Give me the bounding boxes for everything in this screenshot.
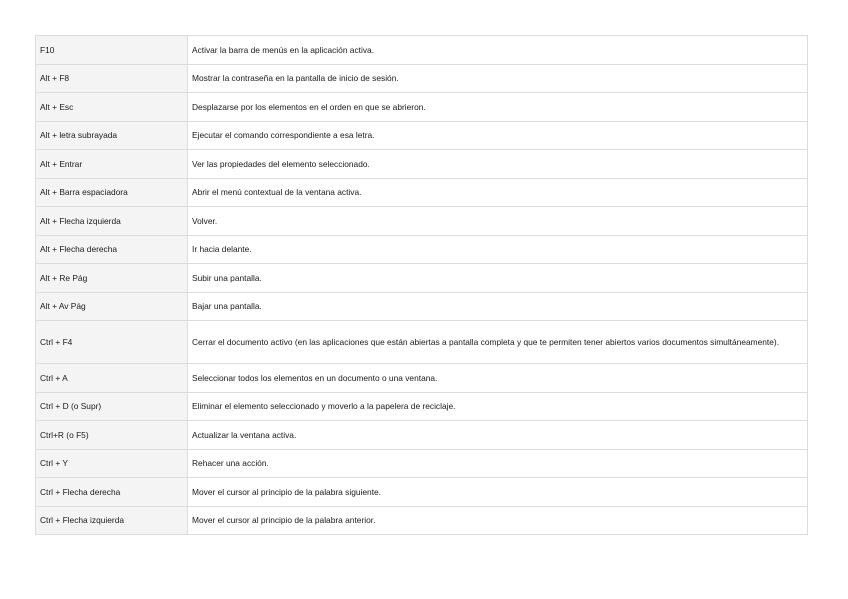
shortcut-description-cell: Mostrar la contraseña en la pantalla de inicio de sesión. [188,64,808,93]
shortcut-key-cell: Alt + letra subrayada [36,121,188,150]
table-row [36,364,808,393]
shortcut-description-cell: Activar la barra de menús en la aplicación activa. [188,36,808,65]
table-row [36,64,808,93]
table-row [36,321,808,364]
shortcut-description-cell: Mover el cursor al principio de la palabra siguiente. [188,478,808,507]
shortcut-description-cell: Ejecutar el comando correspondiente a esa letra. [188,121,808,150]
shortcut-key-cell: Ctrl + D (o Supr) [36,392,188,421]
shortcut-key-cell: Alt + Re Pág [36,264,188,293]
table-row [36,235,808,264]
table-row [36,506,808,535]
table-row [36,121,808,150]
table-row [36,292,808,321]
table-row [36,36,808,65]
shortcut-key-cell: Ctrl + Flecha izquierda [36,506,188,535]
shortcut-key-cell: Alt + Av Pág [36,292,188,321]
shortcut-description-cell: Mover el cursor al principio de la palabra anterior. [188,506,808,535]
shortcut-key-cell: Alt + Entrar [36,150,188,179]
shortcut-key-cell: Ctrl + Flecha derecha [36,478,188,507]
shortcut-key-cell: Ctrl + A [36,364,188,393]
shortcut-description-cell: Subir una pantalla. [188,264,808,293]
shortcut-description-cell: Eliminar el elemento seleccionado y moverlo a la papelera de reciclaje. [188,392,808,421]
shortcut-key-cell: Alt + F8 [36,64,188,93]
shortcut-description-cell: Abrir el menú contextual de la ventana activa. [188,178,808,207]
shortcut-key-cell: Ctrl + Y [36,449,188,478]
table-row [36,150,808,179]
shortcut-key-cell: Alt + Barra espaciadora [36,178,188,207]
table-row [36,449,808,478]
shortcut-description-cell: Seleccionar todos los elementos en un documento o una ventana. [188,364,808,393]
shortcut-key-cell: Alt + Flecha derecha [36,235,188,264]
shortcut-key-cell: Alt + Esc [36,93,188,122]
shortcut-description-cell: Actualizar la ventana activa. [188,421,808,450]
shortcut-key-cell: Ctrl+R (o F5) [36,421,188,450]
table-row [36,93,808,122]
table-row [36,178,808,207]
shortcut-description-cell: Volver. [188,207,808,236]
shortcut-description-cell: Bajar una pantalla. [188,292,808,321]
shortcut-description-cell: Ver las propiedades del elemento seleccionado. [188,150,808,179]
table-row [36,264,808,293]
table-row [36,478,808,507]
shortcut-description-cell: Desplazarse por los elementos en el orden en que se abrieron. [188,93,808,122]
table-row [36,207,808,236]
shortcuts-table-container [35,35,807,535]
table-row [36,421,808,450]
shortcut-key-cell: Alt + Flecha izquierda [36,207,188,236]
shortcut-description-cell: Rehacer una acción. [188,449,808,478]
keyboard-shortcuts-table [35,35,808,535]
shortcut-description-cell: Ir hacia delante. [188,235,808,264]
shortcut-key-cell: F10 [36,36,188,65]
table-row [36,392,808,421]
shortcut-description-cell: Cerrar el documento activo (en las aplicaciones que están abiertas a pantalla completa y que te permiten tener abiertos varios documentos simultáneamente). [188,321,808,364]
shortcut-key-cell: Ctrl + F4 [36,321,188,364]
